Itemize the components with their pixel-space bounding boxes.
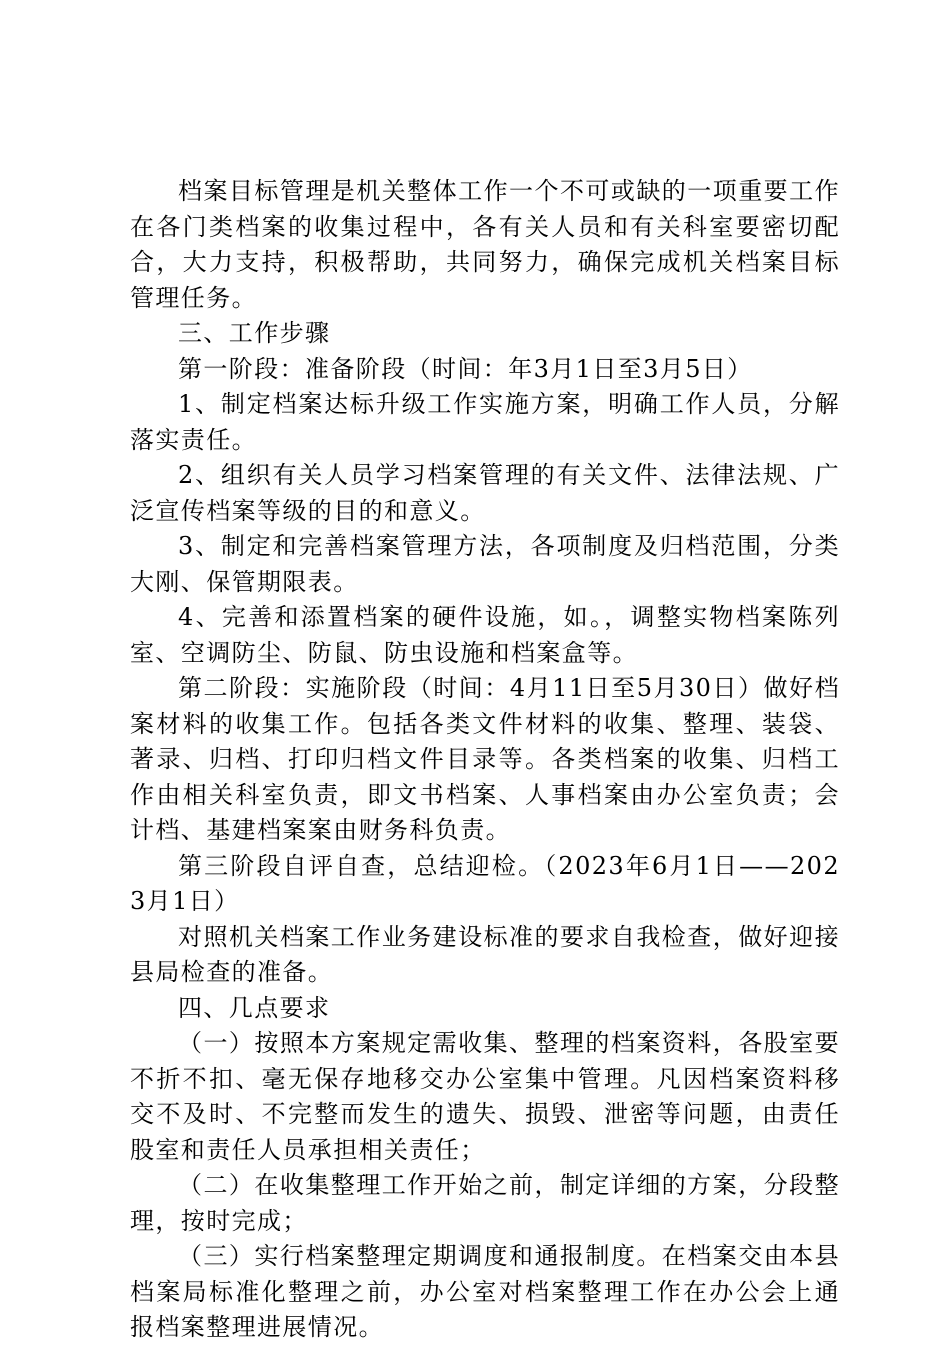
paragraph-intro: 档案目标管理是机关整体工作一个不可或缺的一项重要工作在各门类档案的收集过程中，各有关人员和有关科室要密切配合，大力支持，积极帮助，共同努力，确保完成机关档案目标管理任务。 [130,177,840,312]
paragraph-item-3: 3、制定和完善档案管理方法，各项制度及归档范围，分类大刚、保管期限表。 [130,532,840,596]
paragraph-stage-one: 第一阶段：准备阶段（时间：年3月1日至3月5日） [178,354,753,383]
paragraph-item-1: 1、制定档案达标升级工作实施方案，明确工作人员，分解落实责任。 [130,390,840,454]
document-body [130,174,840,1346]
heading-requirements: 四、几点要求 [178,993,331,1022]
paragraph-requirement-2: （二）在收集整理工作开始之前，制定详细的方案，分段整理，按时完成； [130,1171,840,1235]
paragraph-requirement-1: （一）按照本方案规定需收集、整理的档案资料，各股室要不折不扣、毫无保存地移交办公室集中管理。凡因档案资料移交不及时、不完整而发生的遗失、损毁、泄密等问题，由责任股室和责任人员承担相关责任； [130,1029,840,1164]
paragraph-requirement-3: （三）实行档案整理定期调度和通报制度。在档案交由本县档案局标准化整理之前，办公室对档案整理工作在办公会上通报档案整理进展情况。 [130,1242,840,1341]
paragraph-item-4: 4、完善和添置档案的硬件设施，如。，调整实物档案陈列室、空调防尘、防鼠、防虫设施和档案盒等。 [130,603,840,667]
heading-work-steps: 三、工作步骤 [178,319,331,347]
paragraph-stage-three: 第三阶段自评自查，总结迎检。（2023年6月1日——2023月1日） [130,851,840,915]
paragraph-self-check: 对照机关档案工作业务建设标准的要求自我检查，做好迎接县局检查的准备。 [130,922,840,986]
paragraph-item-2: 2、组织有关人员学习档案管理的有关文件、法律法规、广泛宣传档案等级的目的和意义。 [130,461,840,525]
paragraph-stage-two: 第二阶段：实施阶段（时间：4月11日至5月30日）做好档案材料的收集工作。包括各类文件材料的收集、整理、装袋、著录、归档、打印归档文件目录等。各类档案的收集、归档工作由相关科室负责，即文书档案、人事档案由办公室负责；会计档、基建档案案由财务科负责。 [130,674,840,844]
